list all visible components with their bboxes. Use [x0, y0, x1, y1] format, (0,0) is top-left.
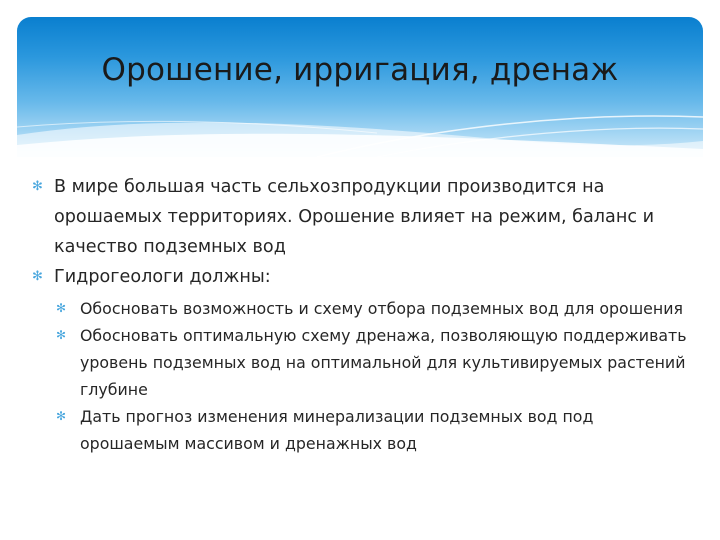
- list-item-text: Гидрогеологи должны:: [54, 267, 271, 287]
- list-item: [30, 262, 690, 292]
- asterisk-bullet-icon: ✻: [56, 409, 67, 423]
- slide-title: Орошение, ирригация, дренаж: [101, 52, 619, 88]
- sub-list-item-text: Обосновать оптимальную схему дренажа, позволяющую поддерживать уровень подземных вод на оптимальной для культивируемых растений глубине: [80, 326, 687, 399]
- list-item: [30, 172, 690, 262]
- asterisk-bullet-icon: ✻: [56, 301, 67, 315]
- sub-list-item-text: Дать прогноз изменения минерализации подземных вод под орошаемым массивом и дренажных вод: [80, 407, 594, 453]
- slide-content: [30, 172, 690, 457]
- sub-list-item: [30, 295, 690, 322]
- asterisk-bullet-icon: ✻: [32, 269, 43, 284]
- asterisk-bullet-icon: ✻: [56, 328, 67, 342]
- sub-list-item: [30, 322, 690, 403]
- asterisk-bullet-icon: ✻: [32, 179, 43, 194]
- sub-list-item-text: Обосновать возможность и схему отбора подземных вод для орошения: [80, 299, 683, 318]
- sub-list-item: [30, 403, 690, 457]
- list-item-text: В мире большая часть сельхозпродукции производится на орошаемых территориях. Орошение влияет на режим, баланс и качество подземных вод: [54, 177, 655, 257]
